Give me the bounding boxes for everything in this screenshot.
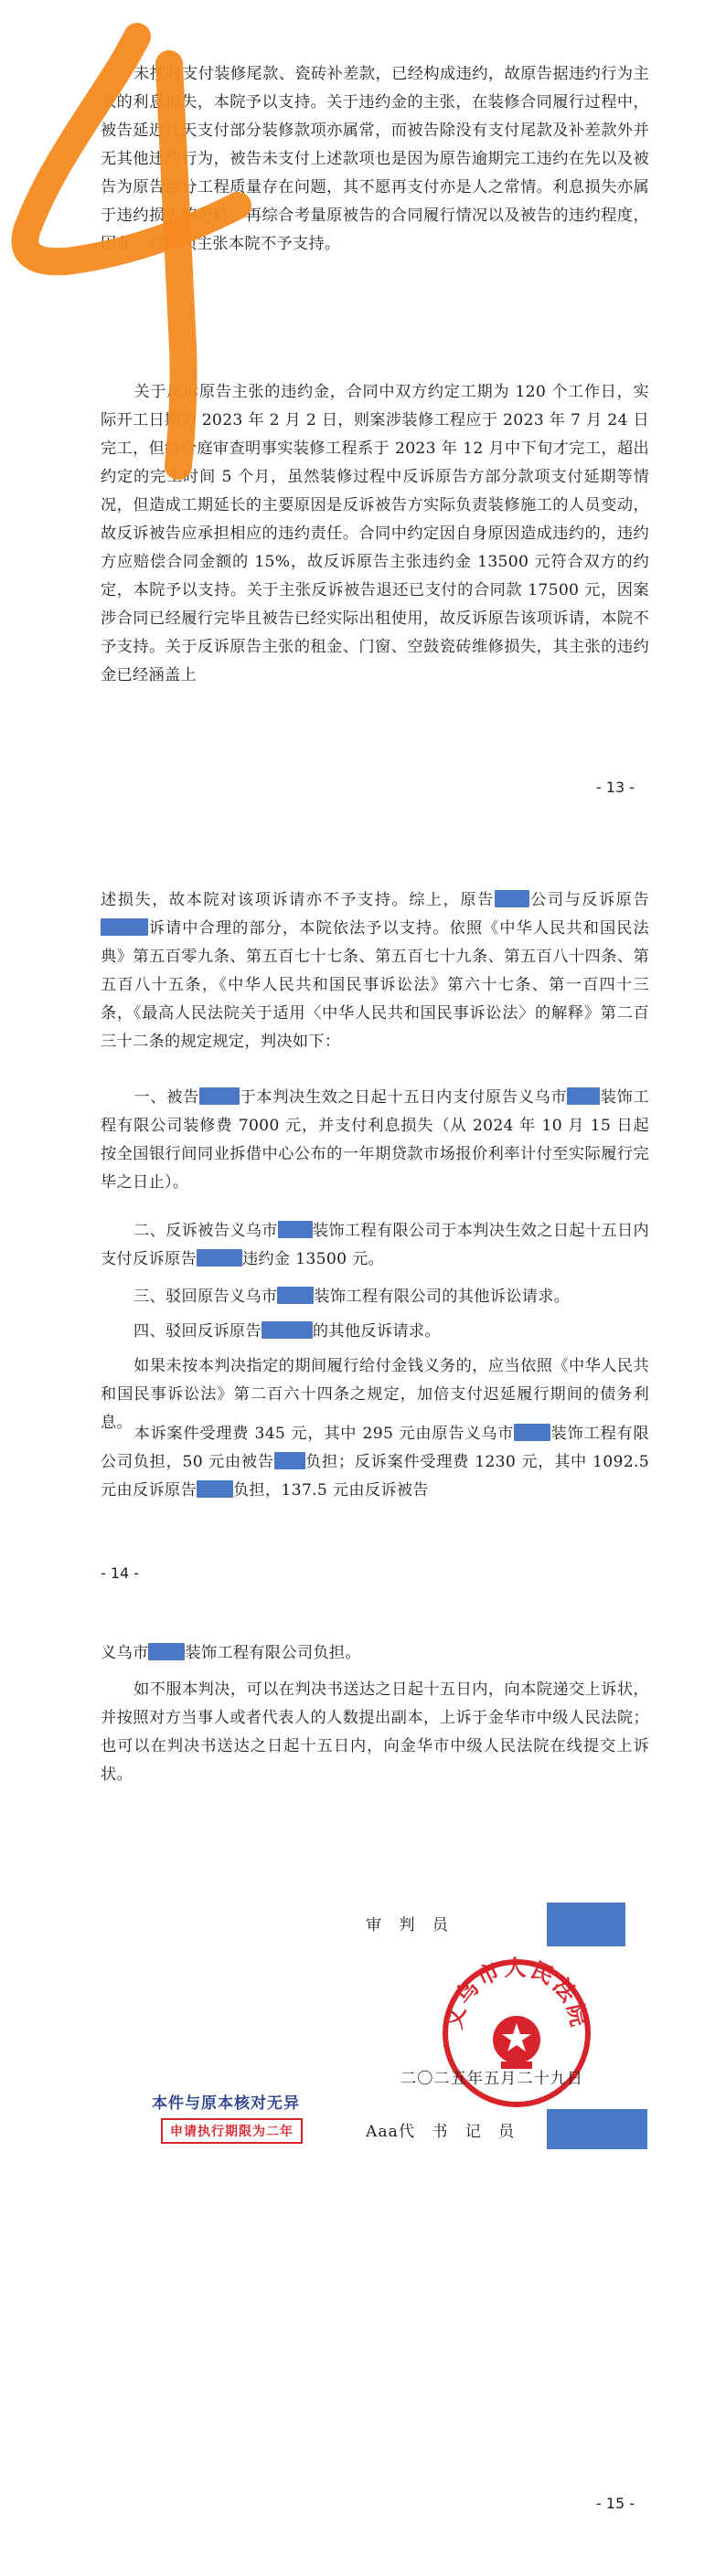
page-number: - 14 - [101, 1564, 140, 1582]
clerk-name-redaction [547, 2109, 647, 2149]
redaction-box [262, 1321, 313, 1339]
redaction-box [197, 1249, 242, 1267]
judgment-date: 二〇二五年五月二十九日 [400, 2070, 584, 2088]
paragraph-conclusion: 述损失，故本院对该项诉请亦不予支持。综上，原告 公司与反诉原告诉请中合理的部分，本院依法予以支持。依照《中华人民共和国民法典》第五百零九条、第五百七十七条、第五百七十九条、第五百八十四条、第五百八十五条，《中华人民共和国民事诉讼法》第六十七条、第一百四十三条，《最高人民法院关于适用〈中华人民共和国民事诉讼法〉的解释》第二百三十二条的规定规定，判决如下： [101, 891, 649, 1051]
redaction-box [514, 1424, 550, 1441]
page-number: - 15 - [595, 2495, 635, 2512]
redaction-box [148, 1643, 185, 1660]
execution-period-stamp: 申请执行期限为二年 [161, 2118, 303, 2144]
judge-name-redaction [547, 1903, 625, 1946]
paragraph-appeal-notice: 如不服本判决，可以在判决书送达之日起十五日内，向本院递交上诉状，并按照对方当事人或者代表人的人数提出副本，上诉于金华市中级人民法院；也可以在判决书送达之日起十五日内，向金华市中级人民法院在线提交上诉状。 [101, 1680, 649, 1784]
judgment-item-1: 一、被告 于本判决生效之日起十五日内支付原告义乌市 装饰工程有限公司装修费 7000 元，并支付利息损失（从 2024 年 10 月 15 日起按全国银行间同业拆借中心公布的一年期贷款市场报价利率计付至实际履行完毕之日止）。 [101, 1088, 649, 1192]
document-page-15 [0, 1628, 726, 2576]
paragraph-penalty-claim [101, 60, 649, 259]
judgment-item-3: 三、驳回原告义乌市 装饰工程有限公司的其他诉讼请求。 [133, 1288, 571, 1306]
redaction-box [277, 1287, 314, 1304]
national-emblem-icon [493, 2016, 540, 2069]
redaction-box [101, 918, 148, 936]
page-number: - 13 - [595, 779, 635, 796]
clerk-label: Aaa代 书 记 员 [366, 2123, 516, 2141]
redaction-box [274, 1452, 305, 1469]
redaction-box [567, 1087, 600, 1105]
redaction-box [199, 1087, 240, 1105]
redaction-box [495, 890, 529, 907]
paragraph-delay-interest: 如果未按本判决指定的期间履行给付金钱义务的，应当依照《中华人民共和国民事诉讼法》第二百六十四条之规定，加倍支付迟延履行期间的债务利息。 [101, 1357, 649, 1432]
paragraph-counterclaim-penalty [101, 378, 649, 690]
seal-text: 义乌市人民法院 [440, 1956, 593, 2031]
redaction-box [197, 1480, 233, 1498]
redaction-box [278, 1221, 313, 1238]
judgment-item-2: 二、反诉被告义乌市 装饰工程有限公司于本判决生效之日起十五日内支付反诉原告 违约金 13500 元。 [101, 1222, 649, 1268]
document-page-14 [0, 841, 726, 1628]
paragraph-fee-continued: 义乌市 装饰工程有限公司负担。 [101, 1644, 361, 1662]
paragraph-text: 未按时支付装修尾款、瓷砖补差款，已经构成违约，故原告据违约行为主张的利息损失，本院予以支持。关于违约金的主张，在装修合同履行过程中，被告延迟几天支付部分装修款项亦属常，而被告除没有支付尾款及补差款外并无其他违约行为，被告未支付上述款项也是因为原告逾期完工违约在先以及被告为原告部分工程质量存在问题，其不愿再支付亦是人之常情。利息损失亦属于违约损失的范畴，再综合考量原被告的合同履行情况以及被告的违约程度，因此，对该项主张本院不予支持。 [101, 65, 649, 253]
paragraph-court-fees: 本诉案件受理费 345 元，其中 295 元由原告义乌市 装饰工程有限公司负担，50 元由被告 负担；反诉案件受理费 1230 元，其中 1092.5 元由反诉原告 负担，137.5 元由反诉被告 [101, 1425, 649, 1500]
paragraph-text: 关于反诉原告主张的违约金，合同中双方约定工期为 120 个工作日，实际开工日期为 2023 年 2 月 2 日，则案涉装修工程应于 2023 年 7 月 24 日完工，但结合庭审查明事实装修工程系于 2023 年 12 月中下旬才完工，超出约定的完工时间 5 个月，虽然装修过程中反诉原告方部分款项支付延期等情况，但造成工期延长的主要原因是反诉被告方实际负责装修施工的人员变动，故反诉被告应承担相应的违约责任。合同中约定因自身原因造成违约的，违约方应赔偿合同金额的 15%，故反诉原告主张违约金 13500 元符合双方的约定，本院予以支持。关于主张反诉被告退还已支付的合同款 17500 元，因案涉合同已经履行完毕且被告已经实际出租使用，故反诉原告该项诉请，本院不予支持。关于反诉原告主张的租金、门窗、空鼓瓷砖维修损失，其主张的违约金已经涵盖上 [101, 383, 649, 684]
document-page-13 [0, 0, 726, 841]
judge-label: 审 判 员 [366, 1916, 449, 1935]
judgment-item-4: 四、驳回反诉原告 的其他反诉请求。 [133, 1322, 441, 1341]
certified-copy-stamp: 本件与原本核对无异 [152, 2094, 300, 2113]
